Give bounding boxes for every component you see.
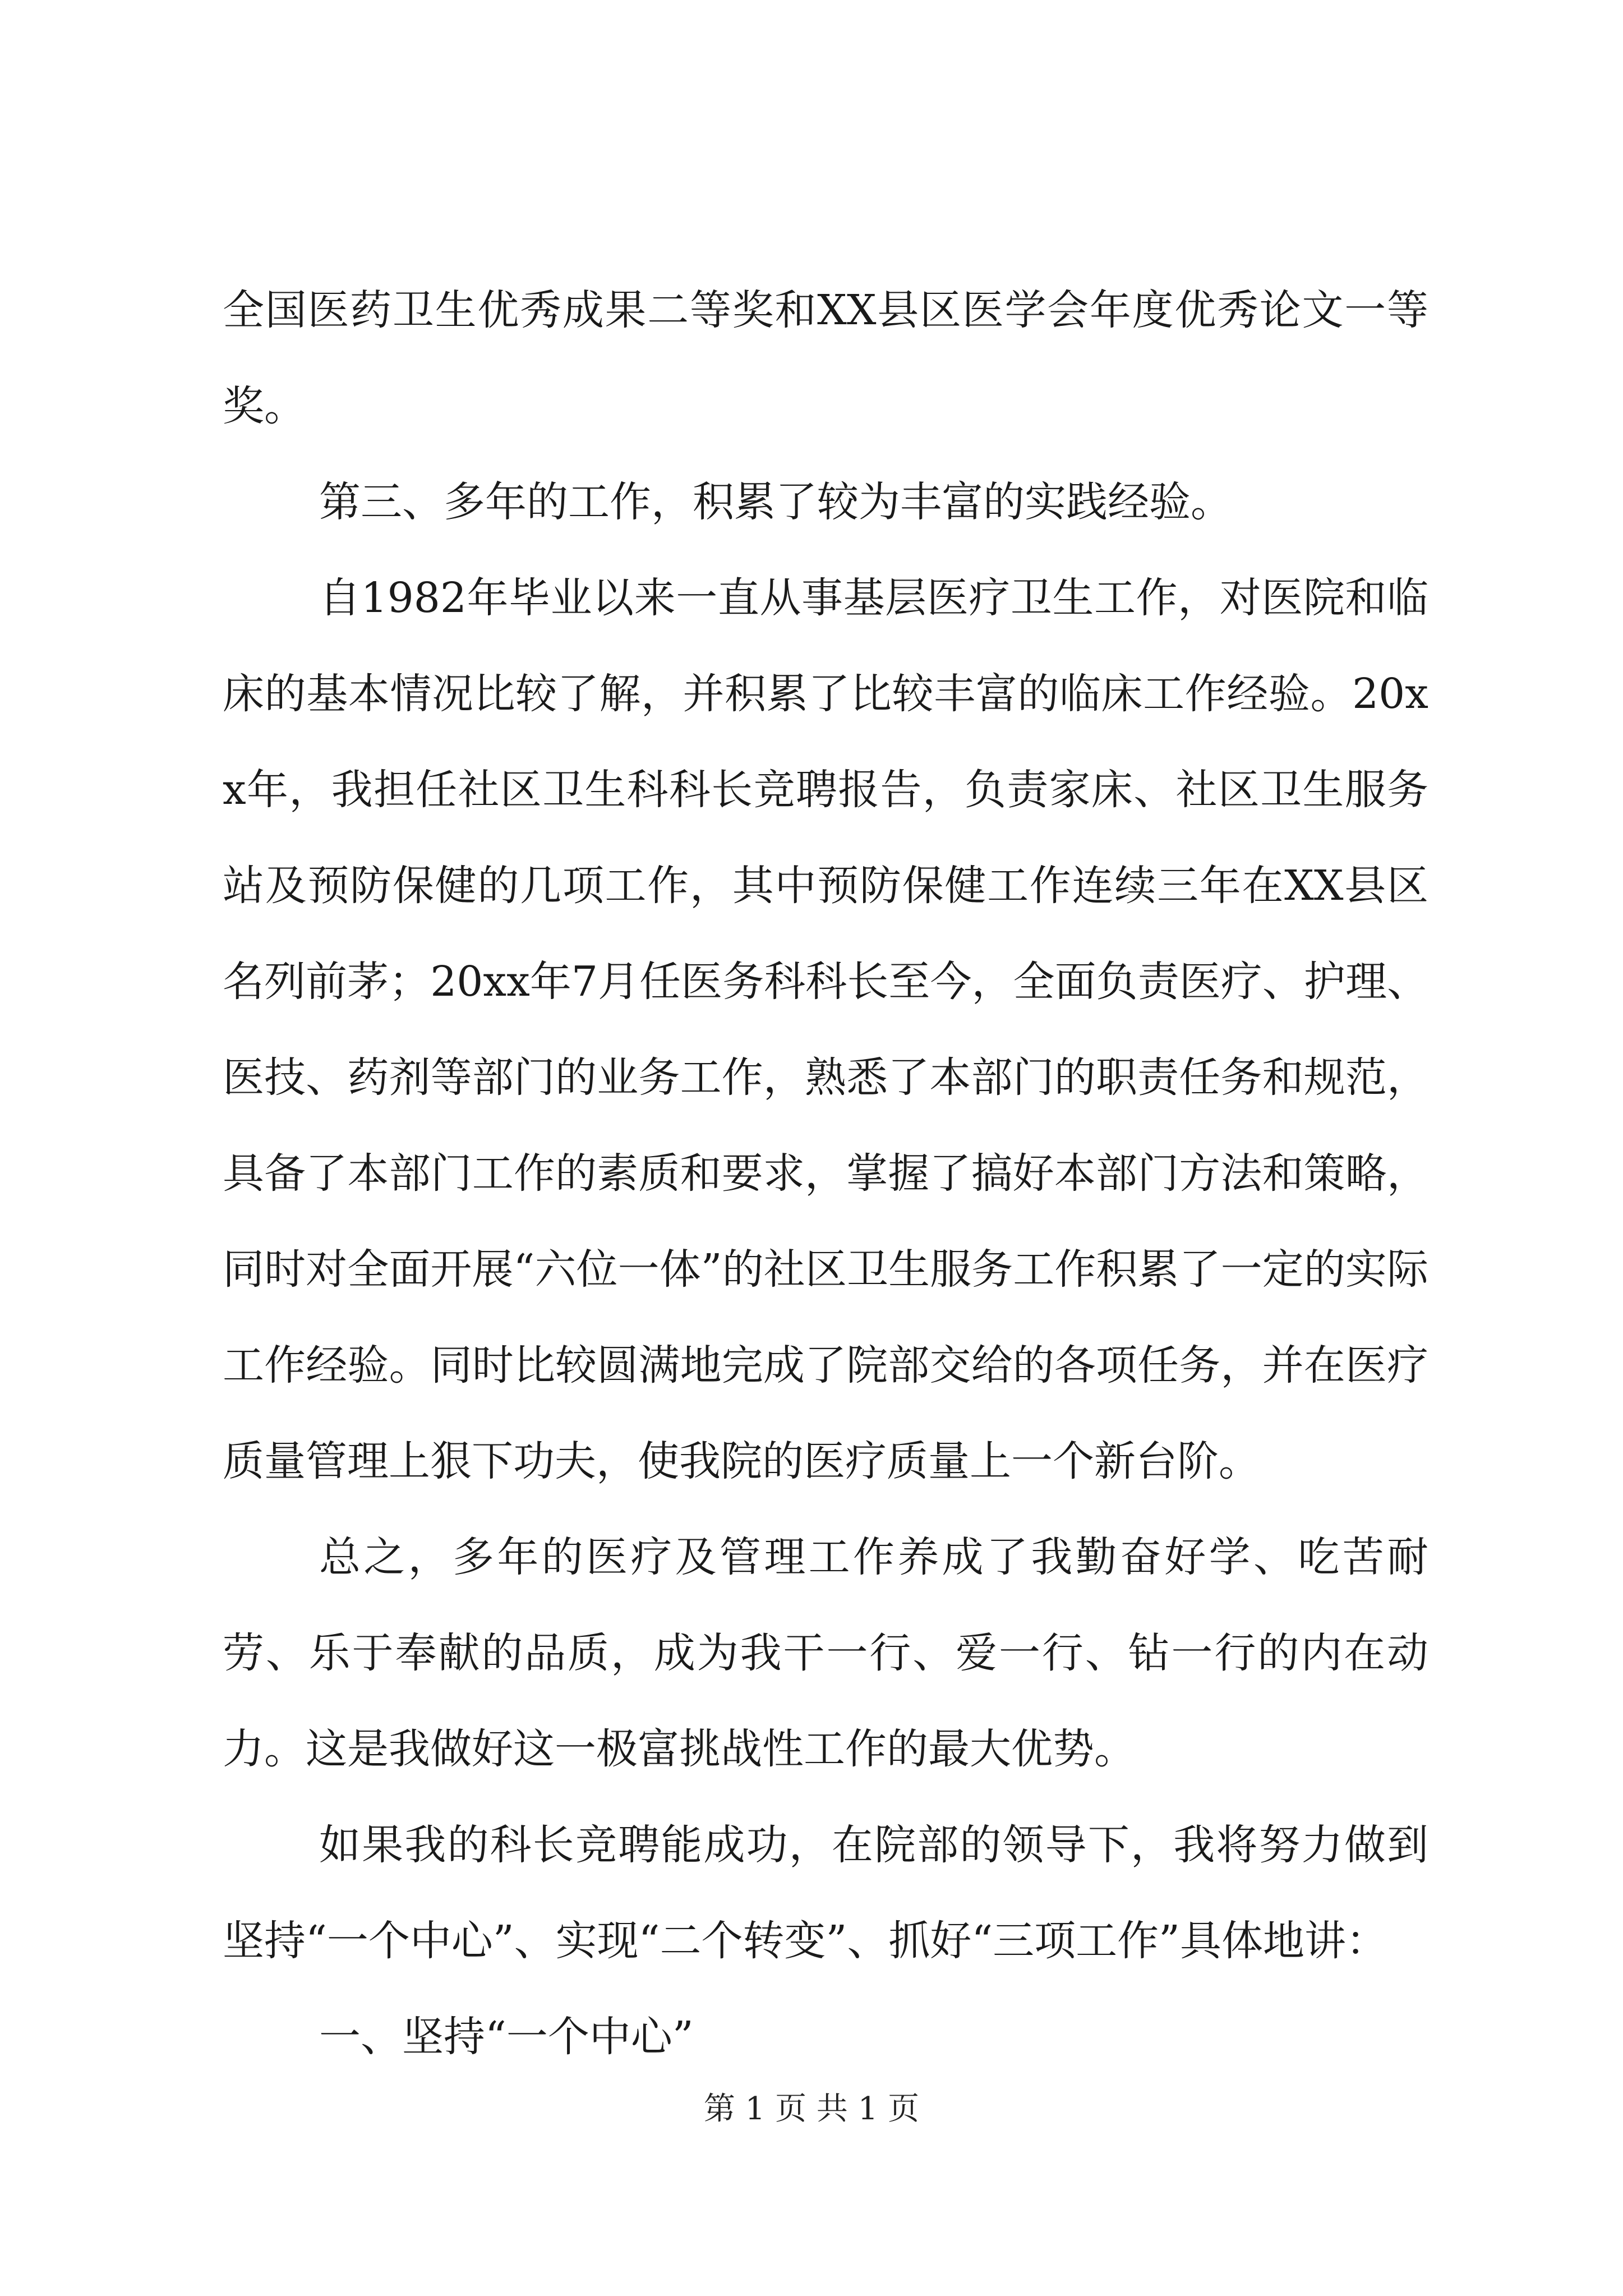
document-body [223, 263, 1428, 2085]
paragraph-summary: 总之，多年的医疗及管理工作养成了我勤奋好学、吃苦耐劳、乐于奉献的品质，成为我干一行、爱一行、钻一行的内在动力。这是我做好这一极富挑战性工作的最大优势。 [223, 1533, 1428, 1773]
paragraph-section-heading: 一、坚持“一个中心” [319, 2013, 694, 2061]
paragraph-work-history: 自1982年毕业以来一直从事基层医疗卫生工作，对医院和临床的基本情况比较了解，并积累了比较丰富的临床工作经验。20xx年，我担任社区卫生科科长竞聘报告，负责家床、社区卫生服务站及预防保健的几项工作，其中预防保健工作连续三年在XX县区名列前茅；20xx年7月任医务科科长至今，全面负责医疗、护理、医技、药剂等部门的业务工作，熟悉了本部门的职责任务和规范，具备了本部门工作的素质和要求，掌握了搞好本部门方法和策略，同时对全面开展“六位一体”的社区卫生服务工作积累了一定的实际工作经验。同时比较圆满地完成了院部交给的各项任务，并在医疗质量管理上狠下功夫，使我院的医疗质量上一个新台阶。 [223, 574, 1428, 1485]
paragraph-commitment: 如果我的科长竞聘能成功，在院部的领导下，我将努力做到坚持“一个中心”、实现“二个转变”、抓好“三项工作”具体地讲： [223, 1821, 1428, 1965]
paragraph-award-continuation: 全国医药卫生优秀成果二等奖和XX县区医学会年度优秀论文一等奖。 [223, 286, 1428, 430]
paragraph-heading-experience: 第三、多年的工作，积累了较为丰富的实践经验。 [319, 478, 1232, 526]
page-footer: 第 1 页 共 1 页 [703, 2091, 920, 2127]
